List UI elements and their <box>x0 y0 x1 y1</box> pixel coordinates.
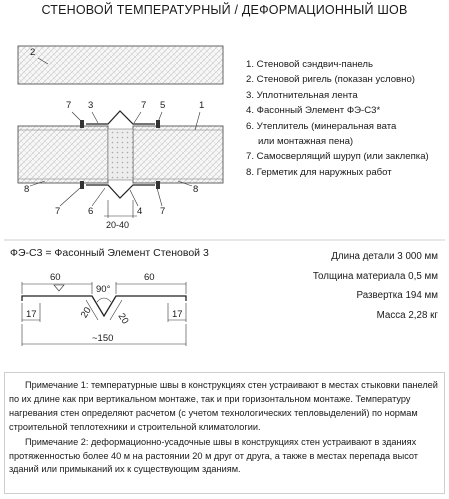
dim-left-60: 60 <box>50 272 61 283</box>
callout-7-bottom-right: 7 <box>160 206 166 217</box>
legend <box>246 57 429 180</box>
property-thickness: Толщина материала 0,5 мм <box>312 270 438 282</box>
notes-box <box>4 372 445 494</box>
legend-item: 7. Самосверлящий шуруп (или заклепка) <box>246 151 429 163</box>
element-title: ФЭ-С3 = Фасонный Элемент Стеновой 3 <box>10 247 209 259</box>
legend-item: или монтажная пена) <box>258 136 354 148</box>
legend-item: 6. Утеплитель (минеральная вата <box>246 120 397 132</box>
callout-8-right: 8 <box>193 184 199 195</box>
sandwich-panel-left <box>18 126 108 183</box>
callout-4: 4 <box>137 206 143 217</box>
legend-item: 2. Стеновой ригель (показан условно) <box>246 74 415 86</box>
shaped-element-outer <box>86 185 155 198</box>
dim-total: ~150 <box>92 333 114 344</box>
legend-item: 8. Герметик для наружных работ <box>246 166 392 178</box>
sandwich-panel-right <box>133 126 223 183</box>
dim-17-right: 17 <box>172 309 183 320</box>
dim-right-60: 60 <box>144 272 155 283</box>
property-mass: Масса 2,28 кг <box>376 309 438 321</box>
property-unfolded: Развертка 194 мм <box>356 290 438 301</box>
element-profile <box>22 272 186 346</box>
callout-5: 5 <box>160 100 166 111</box>
note-1: Примечание 1: температурные швы в конструкциях стен устраивают в местах стыковки панелей по их длине как при вертикальном монтаже, так и при горизонтальном монтаже. Температуру нагревания стен определяют расчетом (с учетом технологических тепловыделений) по нормам строительной теплотехники и строительной климатологии. <box>9 380 438 432</box>
legend-item: 1. Стеновой сэндвич-панель <box>246 59 373 70</box>
callout-7-top-right: 7 <box>141 100 147 111</box>
joint-insulation <box>108 129 133 180</box>
callout-7-top-left: 7 <box>66 100 72 111</box>
shaped-element-inner <box>86 111 155 124</box>
dim-slope-right: 20 <box>115 311 131 327</box>
callout-1: 1 <box>199 100 205 111</box>
gap-dimension: 20-40 <box>106 220 130 230</box>
dim-slope-left: 20 <box>78 305 94 321</box>
element-properties <box>313 247 438 325</box>
wall-girder <box>18 46 223 84</box>
property-length: Длина детали 3 000 мм <box>331 251 438 262</box>
callout-7-bottom-left: 7 <box>55 206 61 217</box>
dim-17-left: 17 <box>26 309 37 320</box>
note-2: Примечание 2: деформационно-усадочные швы в конструкциях стен устраивают в зданиях протяженностью более 40 м на растоянии 20 м друг от друга, а также в местах перепада высот зданий или примыканий их к существующим зданиям. <box>9 436 419 475</box>
dim-angle: 90° <box>96 284 111 295</box>
legend-item: 3. Уплотнительная лента <box>246 89 358 101</box>
callout-2: 2 <box>30 47 36 58</box>
callout-3: 3 <box>88 100 94 111</box>
legend-item: 4. Фасонный Элемент ФЭ-С3* <box>246 105 381 117</box>
callout-8-left: 8 <box>24 184 30 195</box>
callout-6: 6 <box>88 206 94 217</box>
page-title: СТЕНОВОЙ ТЕМПЕРАТУРНЫЙ / ДЕФОРМАЦИОННЫЙ ШОВ <box>41 3 408 17</box>
